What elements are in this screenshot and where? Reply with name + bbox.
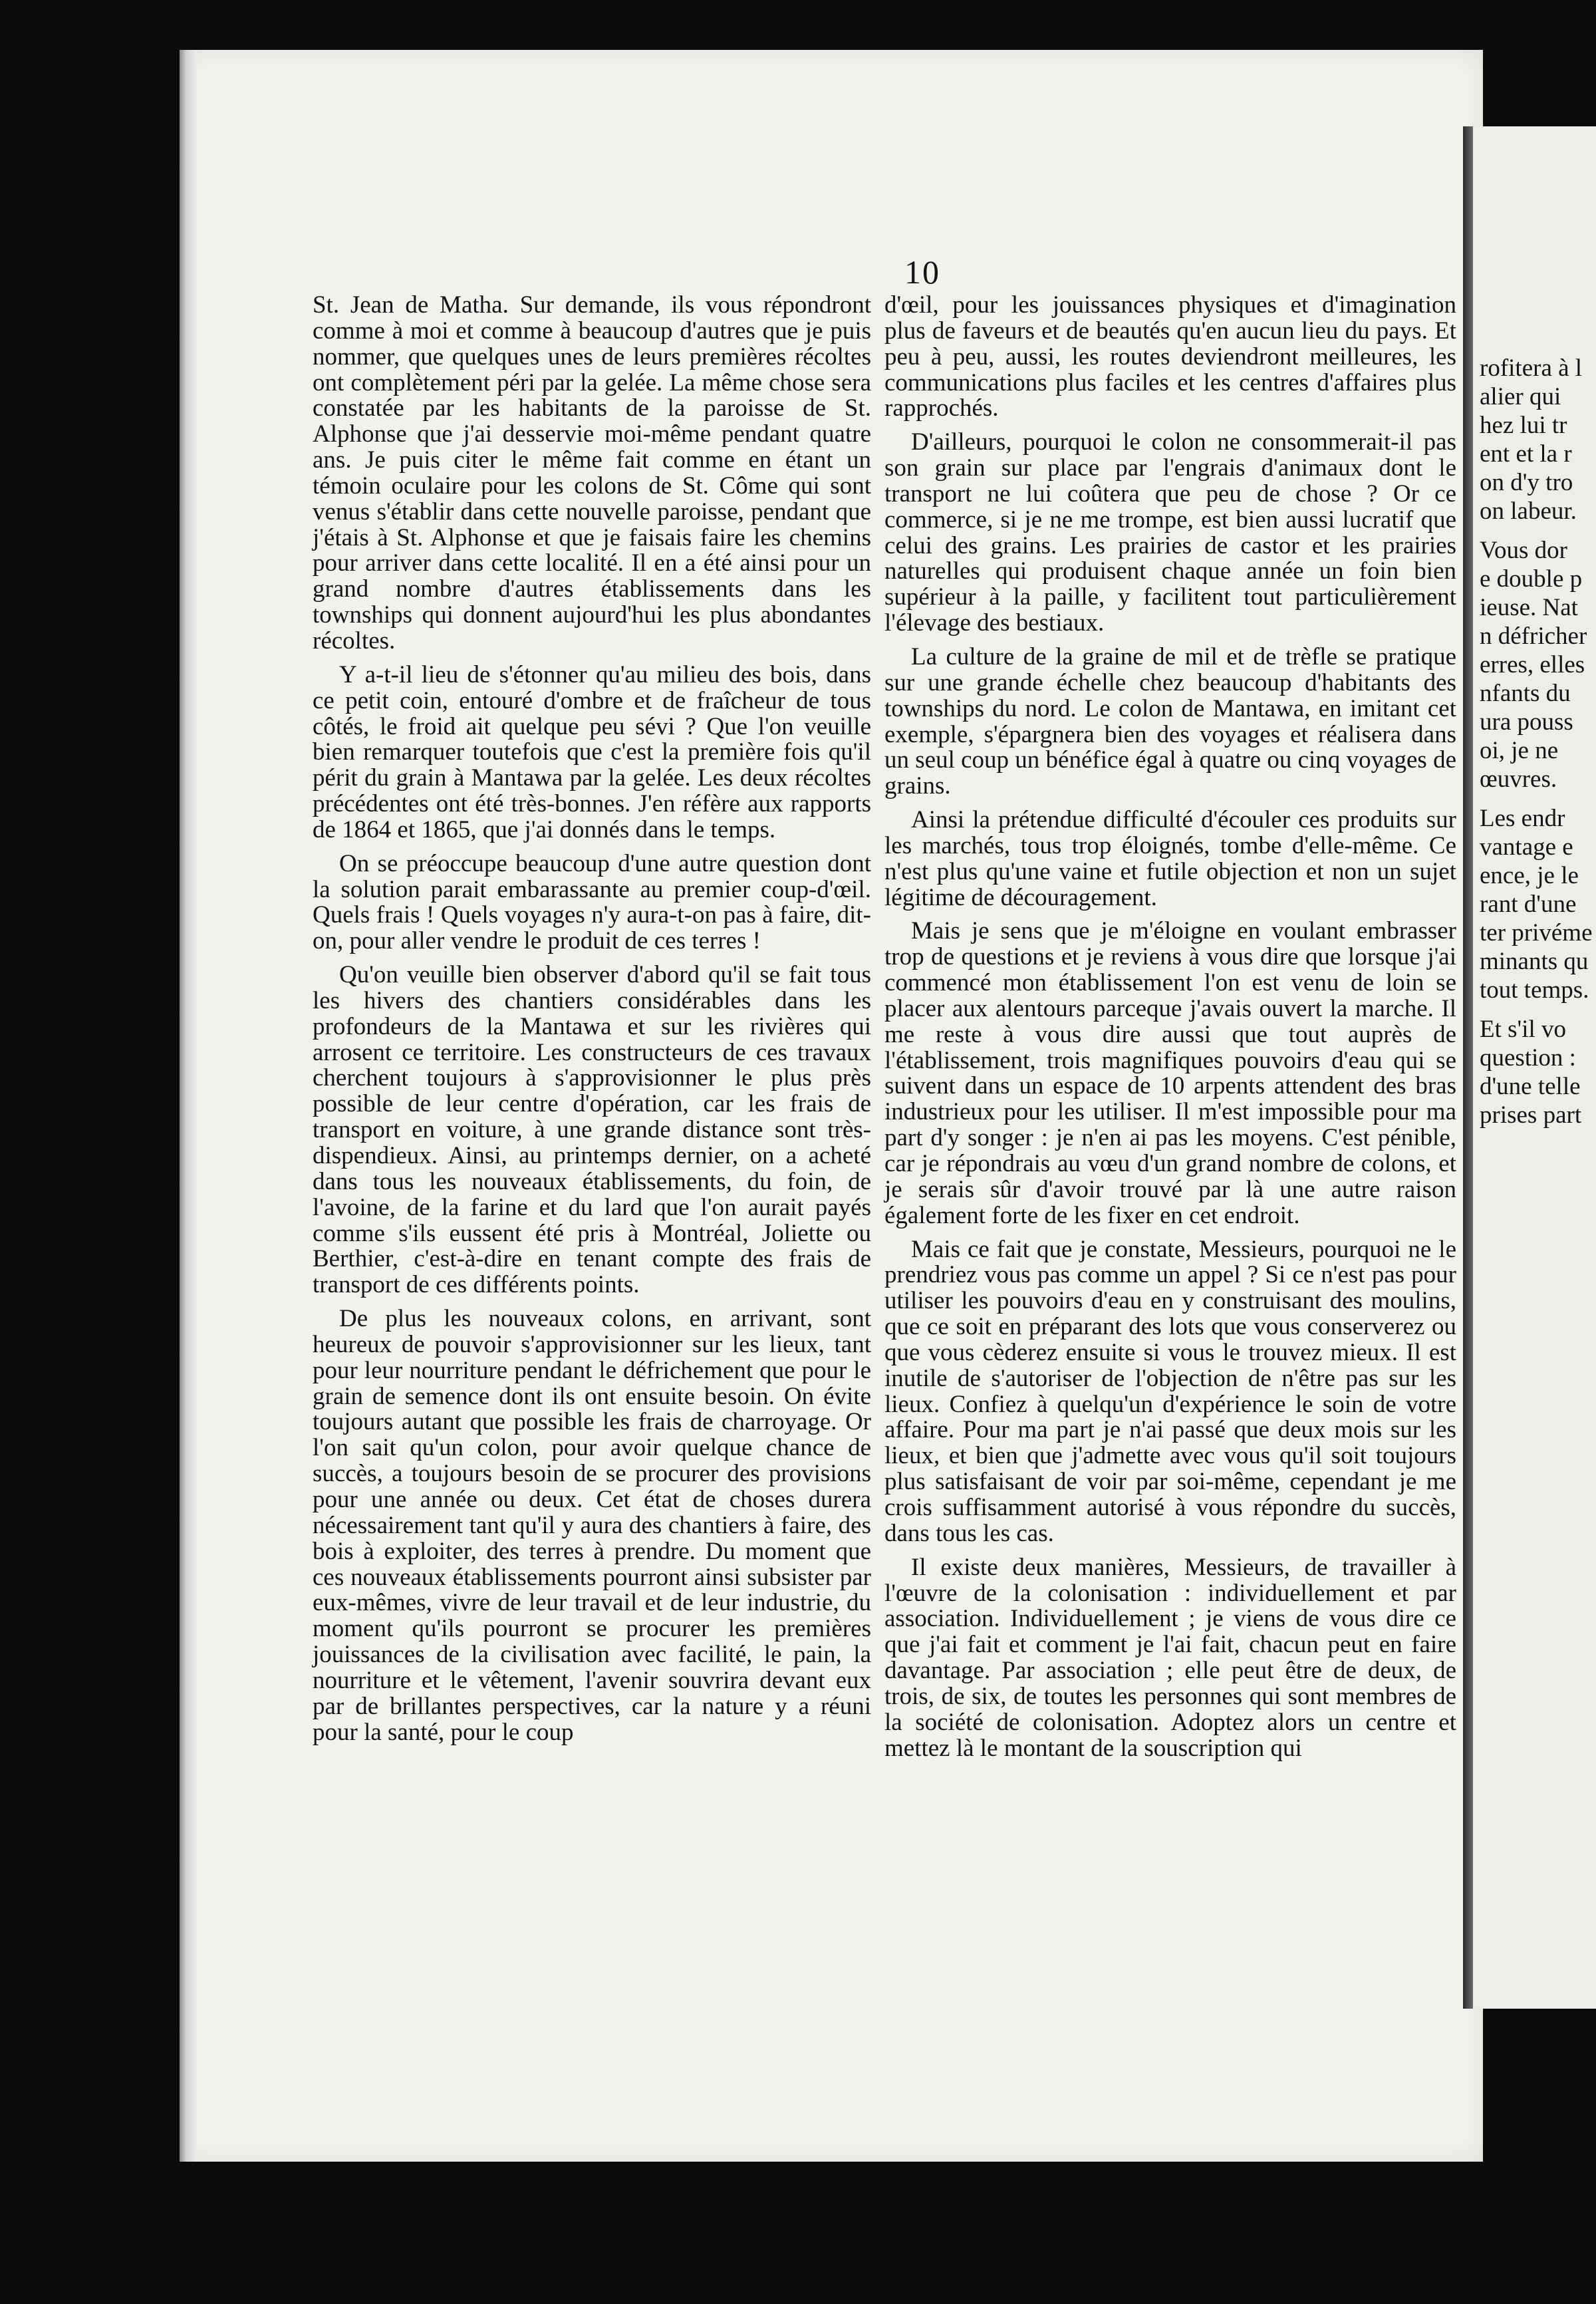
left-text-column	[313, 293, 871, 1753]
adjacent-page-fragment	[1473, 126, 1596, 2009]
fragment-line: on d'y tro	[1480, 469, 1573, 496]
fragment-line: vantage e	[1480, 833, 1573, 861]
fragment-line: nfants du	[1480, 680, 1571, 707]
fragment-line: ieuse. Nat	[1480, 594, 1578, 621]
fragment-line: ent et la r	[1480, 440, 1572, 468]
paragraph: De plus les nouveaux colons, en arrivant, sont heureux de pouvoir s'approvisionner sur les lieux, tant pour leur nourriture pendant le défrichement que pour le grain de semence dont ils ont ensuite besoin. On évite toujours autant que possible les frais de charroyage. Or l'on sait qu'un colon, pour avoir quelque chance de succès, a toujours besoin de se procurer des provisions pour une année ou deux. Cet état de choses durera nécessairement tant qu'il y aura des chantiers à faire, des bois à exploiter, des terres à prendre. Du moment que ces nouveaux établissements pourront ainsi subsister par eux-mêmes, vivre de leur travail et de leur industrie, du moment qu'ils pourront se procurer les premières jouissances de la civilisation avec facilité, le pain, la nourriture et le vêtement, l'avenir souvrira devant eux par de brillantes perspectives, car la nature y a réuni pour la santé, pour le coup	[313, 1305, 871, 1746]
paragraph: Mais je sens que je m'éloigne en voulant embrasser trop de questions et je reviens à vous dire que lorsque j'ai commencé mon établissement l'on est venu de loin se placer aux alentours parceque j'avais ouvert la marche. Il me reste à vous dire aussi que tout auprès de l'établissement, trois magnifiques pouvoirs d'eau qui se suivent dans un espace de 10 arpents attendent des bras industrieux pour les utiliser. Il m'est impossible pour ma part d'y songer : je n'en ai pas les moyens. C'est pénible, car je répondrais au vœu d'un grand nombre de colons, et je serais sûr d'avoir trouvé par là une autre raison également forte de les fixer en cet endroit.	[884, 917, 1456, 1229]
paragraph: Y a-t-il lieu de s'étonner qu'au milieu des bois, dans ce petit coin, entouré d'ombre et de fraîcheur de tous côtés, le froid ait quelque peu sévi ? Que l'on veuille bien remarquer toutefois que c'est la première fois qu'il périt du grain à Mantawa par la gelée. Les deux récoltes précédentes ont été très-bonnes. J'en réfère aux rapports de 1864 et 1865, que j'ai donnés dans le temps.	[313, 660, 871, 843]
right-text-column	[884, 293, 1456, 1769]
fragment-line: Les endr	[1480, 805, 1565, 832]
paragraph: Ainsi la prétendue difficulté d'écouler ces produits sur les marchés, tous trop éloignés, tombe d'elle-même. Ce n'est plus qu'une vaine et futile objection et non un sujet légitime de découragement.	[884, 806, 1456, 911]
paragraph: Il existe deux manières, Messieurs, de travailler à l'œuvre de la colonisation : individuellement et par association. Individuellement ; je viens de vous dire ce que j'ai fait et comment je l'ai fait, chacun peut en faire davantage. Par association ; elle peut être de deux, de trois, de six, de toutes les personnes qui sont membres de la société de colonisation. Adoptez alors un centre et mettez là le montant de la souscription qui	[884, 1553, 1456, 1762]
fragment-line: erres, elles	[1480, 651, 1585, 678]
fragment-line: question :	[1480, 1044, 1576, 1072]
fragment-line: on labeur.	[1480, 498, 1577, 525]
paragraph: D'ailleurs, pourquoi le colon ne consommerait-il pas son grain sur place par l'engrais d'animaux dont le transport ne lui coûtera que peu de chose ? Or ce commerce, si je ne me trompe, est bien aussi lucratif que celui des grains. Les prairies de castor et les prairies naturelles qui produisent chaque année un foin bien supérieur à la paille, y facilitent tout particulièrement l'élevage des bestiaux.	[884, 428, 1456, 637]
fragment-line: alier qui	[1480, 383, 1561, 410]
fragment-line: d'une telle	[1480, 1073, 1581, 1100]
fragment-line: œuvres.	[1480, 766, 1557, 793]
fragment-line: ter privéme	[1480, 919, 1593, 946]
paragraph: Qu'on veuille bien observer d'abord qu'il se fait tous les hivers des chantiers considérables dans les profondeurs de la Mantawa et sur les rivières qui arrosent ce territoire. Les constructeurs de ces travaux cherchent toujours à s'approvisionner le plus près possible de leur centre d'opération, car les frais de transport en voiture, à une grande distance sont très-dispendieux. Ainsi, au printemps dernier, on a acheté dans tous les nouveaux établissements, du foin, de l'avoine, de la farine et du lard que l'on aurait payés comme s'ils eussent été pris à Montréal, Joliette ou Berthier, c'est-à-dire en tenant compte des frais de transport de ces différents points.	[313, 961, 871, 1299]
paragraph: St. Jean de Matha. Sur demande, ils vous répondront comme à moi et comme à beaucoup d'autres que je puis nommer, que quelques unes de leurs premières récoltes ont complètement péri par la gelée. La même chose sera constatée par les habitants de la paroisse de St. Alphonse que j'ai desservie moi-même pendant quatre ans. Je puis citer le même fait comme en étant un témoin oculaire pour les colons de St. Côme qui sont venus s'établir dans cette nouvelle paroisse, pendant que j'étais à St. Alphonse et que je faisais faire les chemins pour arriver dans cette localité. Il en a été ainsi pour un grand nombre d'autres établissements dans les townships qui donnent aujourd'hui les plus abondantes récoltes.	[313, 291, 871, 654]
fragment-line: Et s'il vo	[1480, 1016, 1567, 1043]
fragment-line: ence, je le	[1480, 862, 1579, 889]
fragment-line: e double p	[1480, 565, 1583, 593]
fragment-line: minants qu	[1480, 948, 1589, 975]
paragraph: Mais ce fait que je constate, Messieurs, pourquoi ne le prendriez vous pas comme un appel ? Si ce n'est pas pour utiliser les pouvoirs d'eau en y construisant des moulins, que ce soit en préparant des lots que vous conserverez ou que vous cèderez ensuite si vous le trouvez mieux. Il est inutile de s'autoriser de l'objection de n'être pas sur les lieux. Confiez à quelqu'un d'expérience le soin de votre affaire. Pour ma part je n'ai passé que deux mois sur les lieux, et bien que j'admette avec vous qu'il soit toujours plus satisfaisant de voir par soi-même, cependant je me crois suffisamment autorisé à vous répondre du succès, dans tous les cas.	[884, 1235, 1456, 1547]
fragment-line: rant d'une	[1480, 891, 1577, 918]
page-number: 10	[904, 253, 940, 291]
fragment-line: Vous dor	[1480, 537, 1567, 564]
fragment-line: n défricher	[1480, 623, 1587, 650]
paragraph: On se préoccupe beaucoup d'une autre question dont la solution parait embarassante au premier coup-d'œil. Quels frais ! Quels voyages n'y aura-t-on pas à faire, dit-on, pour aller vendre le produit de ces terres !	[313, 849, 871, 955]
paragraph: La culture de la graine de mil et de trèfle se pratique sur une grande échelle chez beaucoup d'habitants des townships du nord. Le colon de Mantawa, en imitant cet exemple, s'épargnera bien des voyages et réalisera dans un seul coup un bénéfice égal à quatre ou cinq voyages de grains.	[884, 643, 1456, 800]
fragment-line: hez lui tr	[1480, 412, 1567, 439]
fragment-line: tout temps.	[1480, 976, 1589, 1004]
paragraph: d'œil, pour les jouissances physiques et d'imagination plus de faveurs et de beautés qu'en aucun lieu du pays. Et peu à peu, aussi, les routes deviendront meilleures, les communications plus faciles et les centres d'affaires plus rapprochés.	[884, 291, 1456, 422]
fragment-line: oi, je ne	[1480, 737, 1559, 764]
fragment-line: ura pouss	[1480, 708, 1573, 736]
fragment-line: prises part	[1480, 1101, 1582, 1129]
fragment-line: rofitera à l	[1480, 355, 1583, 382]
page-binding-edge	[180, 50, 197, 2162]
